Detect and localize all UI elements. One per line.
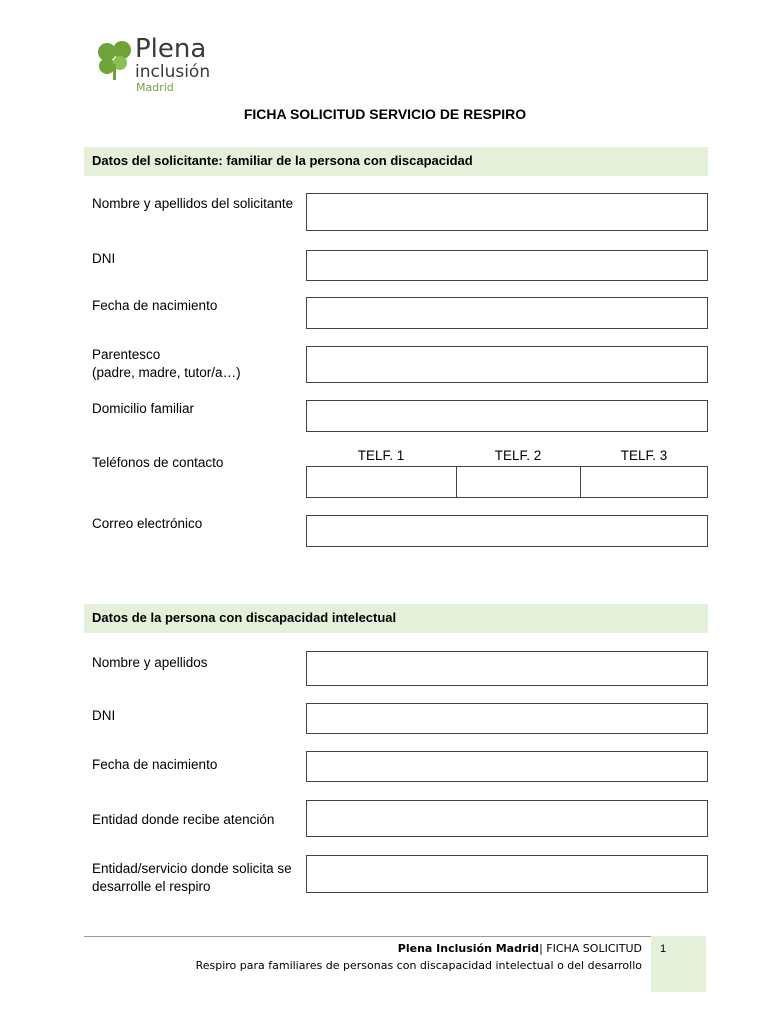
input-parentesco[interactable]	[306, 346, 708, 383]
input-domicilio[interactable]	[306, 400, 708, 432]
telf2-header: TELF. 2	[494, 448, 542, 463]
label-fecha-nacimiento-persona: Fecha de nacimiento	[92, 757, 218, 772]
telf1-header: TELF. 1	[357, 448, 405, 463]
input-nombre-persona[interactable]	[306, 651, 708, 686]
logo-text-madrid: Madrid	[136, 81, 174, 94]
input-telf3[interactable]	[580, 466, 708, 498]
logo-text-inclusion: inclusión	[135, 62, 211, 82]
input-fecha-nacimiento-persona[interactable]	[306, 751, 708, 782]
label-parentesco-line1: Parentesco	[92, 347, 161, 362]
section-heading-solicitante	[84, 147, 708, 176]
input-dni-persona[interactable]	[306, 703, 708, 734]
input-nombre-solicitante[interactable]	[306, 193, 708, 231]
footer-org: Plena Inclusión Madrid	[397, 942, 540, 955]
label-dni-solicitante: DNI	[92, 251, 116, 266]
section-heading-text: Datos de la persona con discapacidad intelectual	[92, 610, 397, 625]
input-entidad-respiro[interactable]	[306, 855, 708, 893]
section-heading-persona	[84, 604, 708, 633]
input-entidad-atencion[interactable]	[306, 800, 708, 837]
footer-line-1	[398, 942, 642, 955]
label-domicilio: Domicilio familiar	[92, 401, 195, 416]
label-correo: Correo electrónico	[92, 516, 203, 531]
label-nombre-solicitante: Nombre y apellidos del solicitante	[92, 196, 294, 211]
label-telefonos: Teléfonos de contacto	[92, 455, 224, 470]
label-entidad-atencion: Entidad donde recibe atención	[92, 812, 275, 827]
logo-text-plena: Plena	[135, 34, 207, 64]
input-correo[interactable]	[306, 515, 708, 547]
label-fecha-nacimiento-solicitante: Fecha de nacimiento	[92, 298, 218, 313]
input-telf1[interactable]	[306, 466, 457, 498]
input-telf2[interactable]	[456, 466, 581, 498]
telf3-header: TELF. 3	[620, 448, 668, 463]
section-heading-text: Datos del solicitante: familiar de la persona con discapacidad	[92, 153, 473, 168]
footer-divider	[84, 936, 706, 937]
label-entidad-respiro: Entidad/servicio donde solicita se desarrolle el respiro	[92, 861, 292, 894]
input-fecha-nacimiento-solicitante[interactable]	[306, 297, 708, 329]
label-nombre-persona: Nombre y apellidos	[92, 655, 208, 670]
plena-inclusion-logo	[97, 34, 237, 98]
label-dni-persona: DNI	[92, 708, 116, 723]
document-title: FICHA SOLICITUD SERVICIO DE RESPIRO	[243, 106, 527, 122]
footer-doc: | FICHA SOLICITUD	[539, 942, 642, 955]
clover-icon	[97, 40, 133, 84]
page-number: 1	[660, 943, 667, 955]
label-parentesco	[92, 346, 307, 382]
label-parentesco-line2: (padre, madre, tutor/a…)	[92, 365, 241, 380]
input-dni-solicitante[interactable]	[306, 250, 708, 281]
footer-line-2: Respiro para familiares de personas con discapacidad intelectual o del desarrollo	[195, 959, 642, 972]
